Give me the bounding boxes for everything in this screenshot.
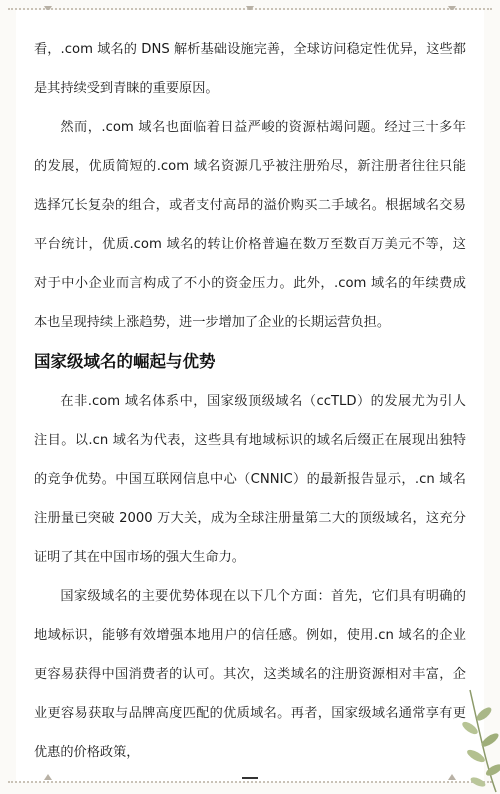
document-body [34, 30, 466, 772]
leaf-branch-icon [440, 684, 500, 794]
bottom-center-dash [242, 777, 258, 779]
paragraph-3: 在非.com 域名体系中，国家级顶级域名（ccTLD）的发展尤为引人注目。以.cn 域名为代表，这些具有地域标识的域名后缀正在展现出独特的竞争优势。中国互联网信息中心（CNNIC）的最新报告显示，.cn 域名注册量已突破 2000 万大关，成为全球注册量第二大的顶级域名，这充分证明了其在中国市场的强大生命力。 [34, 394, 466, 565]
paragraph-1: 看，.com 域名的 DNS 解析基础设施完善，全球访问稳定性优异，这些都是其持续受到青睐的重要原因。 [34, 42, 466, 96]
bottom-triangle-marker [44, 774, 52, 780]
paragraph-2: 然而，.com 域名也面临着日益严峻的资源枯竭问题。经过三十多年的发展，优质简短的.com 域名资源几乎被注册殆尽，新注册者往往只能选择冗长复杂的组合，或者支付高昂的溢价购买二手域名。根据域名交易平台统计，优质.com 域名的转让价格普遍在数万至数百万美元不等，这对于中小企业而言构成了不小的资金压力。此外，.com 域名的年续费成本也呈现持续上涨趋势，进一步增加了企业的长期运营负担。 [34, 120, 466, 330]
paragraph-4: 国家级域名的主要优势体现在以下几个方面：首先，它们具有明确的地域标识，能够有效增强本地用户的信任感。例如，使用.cn 域名的企业更容易获得中国消费者的认可。其次，这类域名的注册资源相对丰富，企业更容易获取与品牌高度匹配的优质域名。再者，国家级域名通常享有更优惠的价格政策， [34, 589, 466, 760]
section-heading: 国家级域名的崛起与优势 [34, 352, 216, 371]
bottom-dotted-border [8, 781, 492, 783]
